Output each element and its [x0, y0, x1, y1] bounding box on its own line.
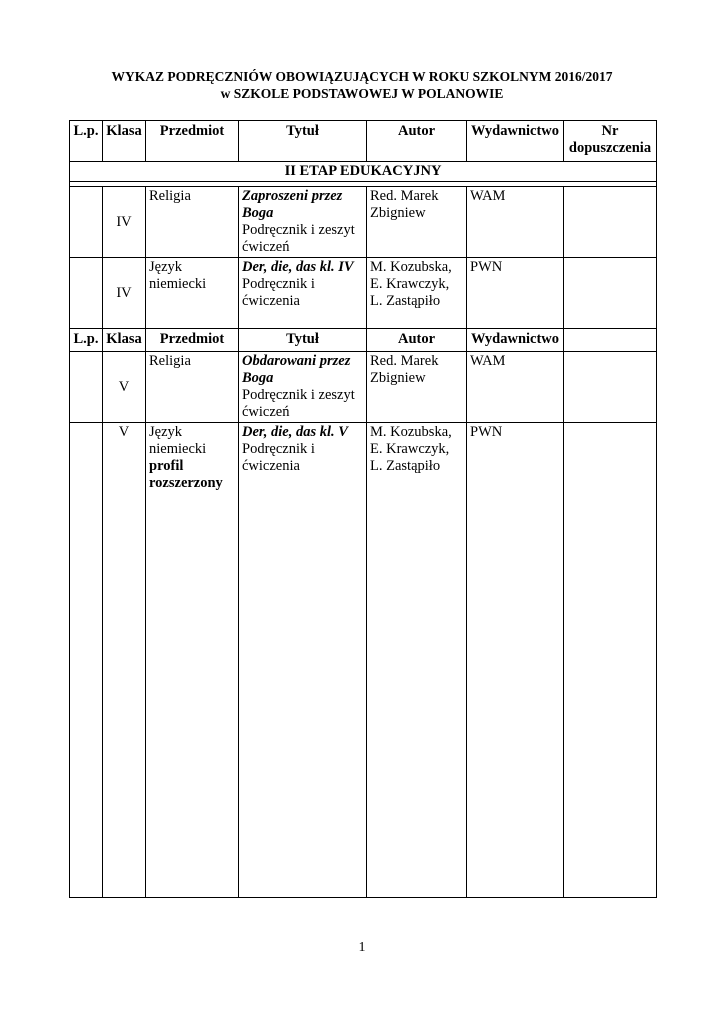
table-row: [70, 423, 657, 898]
table-header-row-repeat: [70, 329, 657, 352]
przedmiot-bold-line: profil: [149, 458, 184, 474]
autor-line: L. Zastąpiło: [370, 293, 441, 309]
page-number: 1: [358, 940, 366, 955]
przedmiot-bold-line: rozszerzony: [149, 475, 223, 491]
document-subtitle: w SZKOLE PODSTAWOWEJ W POLANOWIE: [220, 86, 504, 101]
tytul-bold-line: Zaproszeni przez: [242, 188, 343, 204]
autor-line: L. Zastąpiło: [370, 458, 441, 474]
cell-lp: [70, 187, 103, 258]
autor-line: Red. Marek: [370, 188, 439, 204]
cell-autor: [367, 423, 467, 898]
cell-nr: [564, 187, 657, 258]
cell-klasa: V: [103, 352, 146, 423]
autor-line: Zbigniew: [370, 205, 426, 221]
header-tytul: Tytuł: [239, 121, 367, 162]
tytul-plain-line: Podręcznik i: [242, 441, 315, 457]
cell-tytul: [239, 187, 367, 258]
header-autor: Autor: [367, 329, 467, 352]
header-nr-line1: Nr: [601, 123, 619, 139]
cell-klasa: IV: [103, 258, 146, 329]
przedmiot-line: niemiecki: [149, 441, 207, 457]
stage-row: [70, 162, 657, 182]
przedmiot-line: Religia: [149, 188, 191, 204]
cell-autor: [367, 352, 467, 423]
header-tytul: Tytuł: [239, 329, 367, 352]
autor-line: M. Kozubska,: [370, 259, 452, 275]
cell-autor: [367, 187, 467, 258]
cell-klasa: V: [103, 423, 146, 898]
autor-line: E. Krawczyk,: [370, 276, 450, 292]
tytul-bold-line: Obdarowani przez: [242, 353, 351, 369]
cell-przedmiot: [146, 258, 239, 329]
cell-tytul: [239, 258, 367, 329]
cell-wydawnictwo: WAM: [467, 352, 564, 423]
header-przedmiot: Przedmiot: [146, 329, 239, 352]
stage-label: II ETAP EDUKACYJNY: [70, 162, 657, 182]
autor-line: M. Kozubska,: [370, 424, 452, 440]
header-nr: [564, 121, 657, 162]
tytul-bold-line: Der, die, das kl. IV: [242, 259, 354, 275]
przedmiot-line: Język: [149, 259, 183, 275]
tytul-bold-line: Boga: [242, 370, 274, 386]
tytul-plain-line: Podręcznik i: [242, 276, 315, 292]
tytul-plain-line: Podręcznik i zeszyt: [242, 222, 355, 238]
header-nr-line2: dopuszczenia: [568, 140, 652, 156]
table-row: [70, 258, 657, 329]
cell-wydawnictwo: PWN: [467, 258, 564, 329]
tytul-plain-line: ćwiczenia: [242, 458, 300, 474]
cell-tytul: [239, 423, 367, 898]
cell-nr: [564, 423, 657, 898]
cell-klasa: IV: [103, 187, 146, 258]
cell-lp: [70, 423, 103, 898]
cell-tytul: [239, 352, 367, 423]
cell-nr: [564, 352, 657, 423]
przedmiot-line: niemiecki: [149, 276, 207, 292]
header-klasa: Klasa: [103, 329, 146, 352]
cell-wydawnictwo: PWN: [467, 423, 564, 898]
table-row: [70, 187, 657, 258]
table-row: [70, 352, 657, 423]
cell-przedmiot: [146, 352, 239, 423]
header-autor: Autor: [367, 121, 467, 162]
header-lp: L.p.: [70, 329, 103, 352]
autor-line: Zbigniew: [370, 370, 426, 386]
cell-nr: [564, 258, 657, 329]
tytul-plain-line: ćwiczeń: [242, 404, 290, 420]
header-nr-empty: [564, 329, 657, 352]
header-lp: L.p.: [70, 121, 103, 162]
tytul-plain-line: ćwiczenia: [242, 293, 300, 309]
cell-lp: [70, 352, 103, 423]
autor-line: E. Krawczyk,: [370, 441, 450, 457]
header-przedmiot: Przedmiot: [146, 121, 239, 162]
textbook-table: [69, 120, 657, 898]
cell-przedmiot: [146, 423, 239, 898]
cell-wydawnictwo: WAM: [467, 187, 564, 258]
cell-autor: [367, 258, 467, 329]
przedmiot-line: Religia: [149, 353, 191, 369]
header-klasa: Klasa: [103, 121, 146, 162]
cell-lp: [70, 258, 103, 329]
autor-line: Red. Marek: [370, 353, 439, 369]
tytul-bold-line: Boga: [242, 205, 274, 221]
cell-przedmiot: [146, 187, 239, 258]
tytul-plain-line: Podręcznik i zeszyt: [242, 387, 355, 403]
przedmiot-line: Język: [149, 424, 183, 440]
header-wydawnictwo: Wydawnictwo: [467, 329, 564, 352]
tytul-bold-line: Der, die, das kl. V: [242, 424, 348, 440]
document-title: WYKAZ PODRĘCZNIÓW OBOWIĄZUJĄCYCH W ROKU SZKOLNYM 2016/2017: [111, 69, 613, 84]
tytul-plain-line: ćwiczeń: [242, 239, 290, 255]
header-wydawnictwo: Wydawnictwo: [467, 121, 564, 162]
table-header-row: [70, 121, 657, 162]
